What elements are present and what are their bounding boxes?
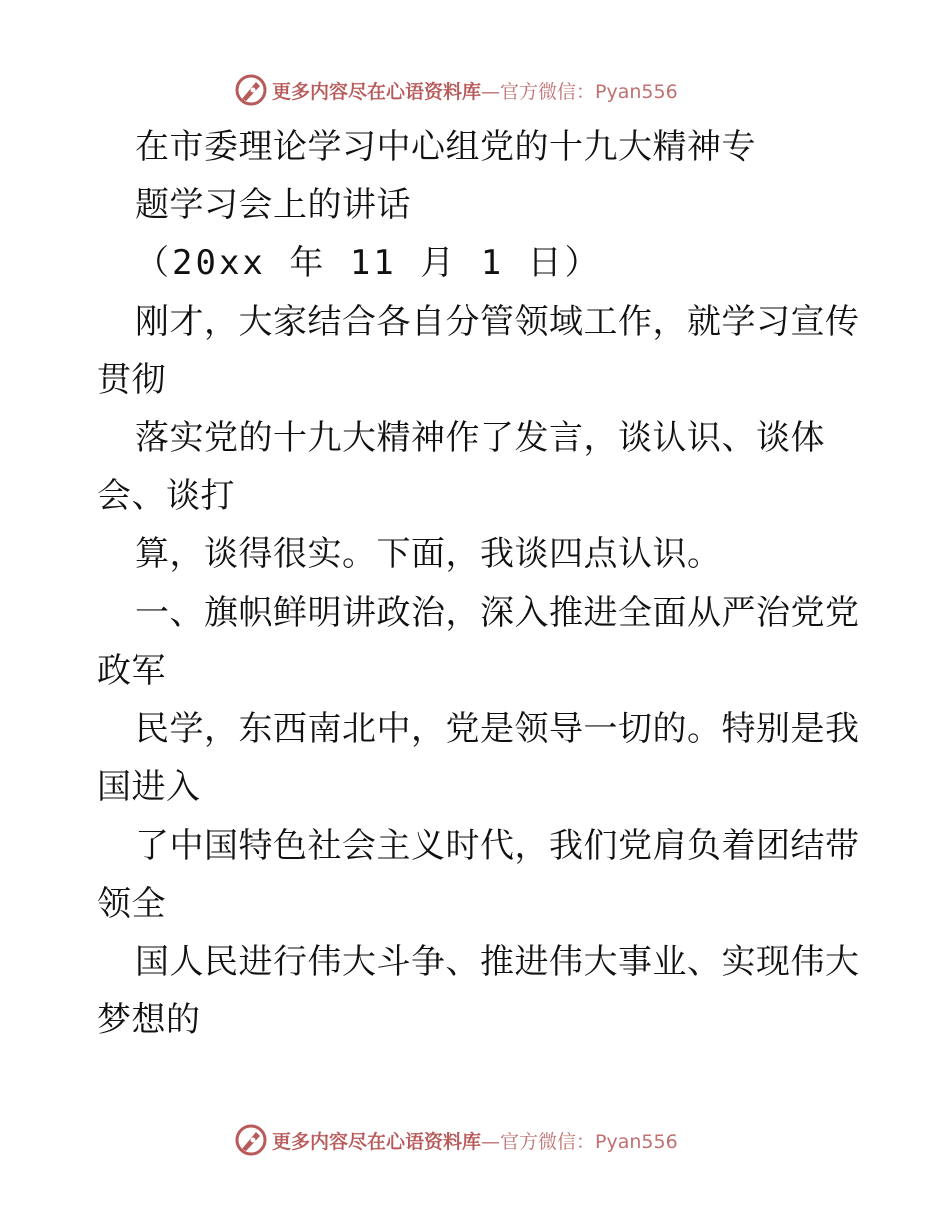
body-line: 算，谈得很实。下面，我谈四点认识。 [135,534,722,574]
body-line: 刚才，大家结合各自分管领域工作，就学习宣传 [135,302,860,342]
body-line: 会、谈打 [97,476,235,516]
pen-nib-icon [234,1123,268,1157]
watermark-main-text: 更多内容尽在心语资料库 [272,1130,482,1153]
title-line-2: 题学习会上的讲话 [135,185,411,225]
body-line: 领全 [97,884,166,924]
pen-nib-icon [234,73,268,107]
body-line: 贯彻 [97,360,166,400]
watermark-banner-top [234,73,678,107]
body-line: 了中国特色社会主义时代，我们党肩负着团结带 [135,826,860,866]
watermark-main-text: 更多内容尽在心语资料库 [272,80,482,103]
body-line: 落实党的十九大精神作了发言，谈认识、谈体 [135,418,825,458]
body-line: 政军 [97,651,166,691]
title-line-1: 在市委理论学习中心组党的十九大精神专 [135,127,756,167]
body-line: 国进入 [97,767,201,807]
watermark-banner-bottom [234,1123,678,1157]
watermark-sub-text: —官方微信：Pyan556 [481,80,678,103]
section-heading: 一、旗帜鲜明讲政治，深入推进全面从严治党党 [135,593,860,633]
speech-date: （20xx 年 11 月 1 日） [135,243,602,283]
body-line: 国人民进行伟大斗争、推进伟大事业、实现伟大 [135,942,860,982]
watermark-sub-text: —官方微信：Pyan556 [481,1130,678,1153]
body-line: 梦想的 [97,1000,201,1040]
body-line: 民学，东西南北中，党是领导一切的。特别是我 [135,709,860,749]
